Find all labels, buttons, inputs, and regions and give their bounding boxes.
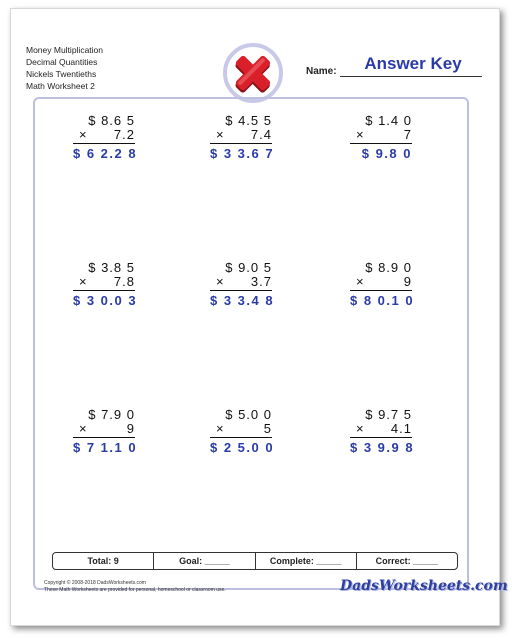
times-sign: × [356, 274, 365, 289]
problem-6 [350, 260, 415, 308]
times-sign: × [356, 421, 365, 436]
problem-9 [350, 407, 415, 455]
multiplier: 7.8 [113, 274, 135, 289]
times-sign: × [79, 274, 88, 289]
score-bar [52, 552, 458, 570]
score-complete: Complete: _____ [255, 553, 356, 569]
problem-5 [210, 260, 275, 308]
usage-line: These Math Worksheets are provided for personal, homeschool or classroom use. [44, 587, 226, 593]
copyright-line: Copyright © 2008-2018 DadsWorksheets.com [44, 580, 146, 586]
name-label: Name: [306, 66, 337, 77]
problem-3 [350, 114, 412, 161]
multiplier: 3.7 [250, 274, 272, 289]
answer-rule [73, 143, 135, 144]
problem-1 [73, 113, 138, 161]
times-sign: × [216, 421, 225, 436]
answer: $ 9.8 0 [361, 146, 412, 161]
times-sign: × [356, 127, 365, 142]
multiplier: 7.4 [250, 127, 272, 142]
brand-logo: DadsWorksheets.com [340, 578, 508, 594]
answer: $ 7 1.1 0 [73, 440, 138, 455]
problem-8 [210, 407, 275, 455]
red-x-icon [222, 42, 284, 104]
multiplier: 7 [403, 127, 412, 142]
multiplier: 9 [126, 421, 135, 436]
times-sign: × [216, 274, 225, 289]
title-line-1: Money Multiplication [26, 45, 104, 55]
score-correct: Correct: _____ [356, 553, 457, 569]
worksheet-title-block [26, 44, 103, 92]
answer-rule [350, 143, 412, 144]
problem-7 [73, 407, 138, 455]
copyright-notice [44, 580, 226, 594]
multiplicand: $ 8.9 0 [365, 260, 412, 275]
answer-rule [210, 437, 272, 438]
answer: $ 6 2.2 8 [73, 146, 138, 161]
answer: $ 2 5.0 0 [210, 440, 275, 455]
answer-rule [73, 290, 135, 291]
answer: $ 8 0.1 0 [350, 293, 415, 308]
title-line-4: Math Worksheet 2 [26, 81, 95, 91]
multiplicand: $ 9.7 5 [365, 407, 412, 422]
answer-rule [210, 143, 272, 144]
name-field [306, 56, 484, 78]
name-underline [340, 76, 482, 77]
score-total: Total: 9 [87, 556, 119, 566]
multiplicand: $ 4.5 5 [225, 113, 272, 128]
title-line-3: Nickels Twentieths [26, 69, 97, 79]
answer: $ 3 3.6 7 [210, 146, 275, 161]
answer-key-label: Answer Key [364, 54, 462, 73]
answer: $ 3 0.0 3 [73, 293, 138, 308]
multiplicand: $ 9.0 5 [225, 260, 272, 275]
problem-4 [73, 260, 138, 308]
times-sign: × [216, 127, 225, 142]
score-goal: Goal: _____ [153, 553, 254, 569]
times-sign: × [79, 421, 88, 436]
multiplicand: $ 1.4 0 [365, 113, 412, 128]
multiplier: 9 [403, 274, 412, 289]
answer-rule [210, 290, 272, 291]
answer: $ 3 9.9 8 [350, 440, 415, 455]
answer-rule [350, 290, 412, 291]
title-line-2: Decimal Quantities [26, 57, 98, 67]
problems-frame [33, 97, 469, 590]
multiplicand: $ 5.0 0 [225, 407, 272, 422]
multiplier: 5 [263, 421, 272, 436]
answer: $ 3 3.4 8 [210, 293, 275, 308]
multiplicand: $ 7.9 0 [88, 407, 135, 422]
multiplier: 4.1 [390, 421, 412, 436]
answer-rule [350, 437, 412, 438]
multiplier: 7.2 [113, 127, 135, 142]
answer-rule [73, 437, 135, 438]
problem-2 [210, 113, 275, 161]
multiplicand: $ 3.8 5 [88, 260, 135, 275]
multiplicand: $ 8.6 5 [88, 113, 135, 128]
times-sign: × [79, 127, 88, 142]
